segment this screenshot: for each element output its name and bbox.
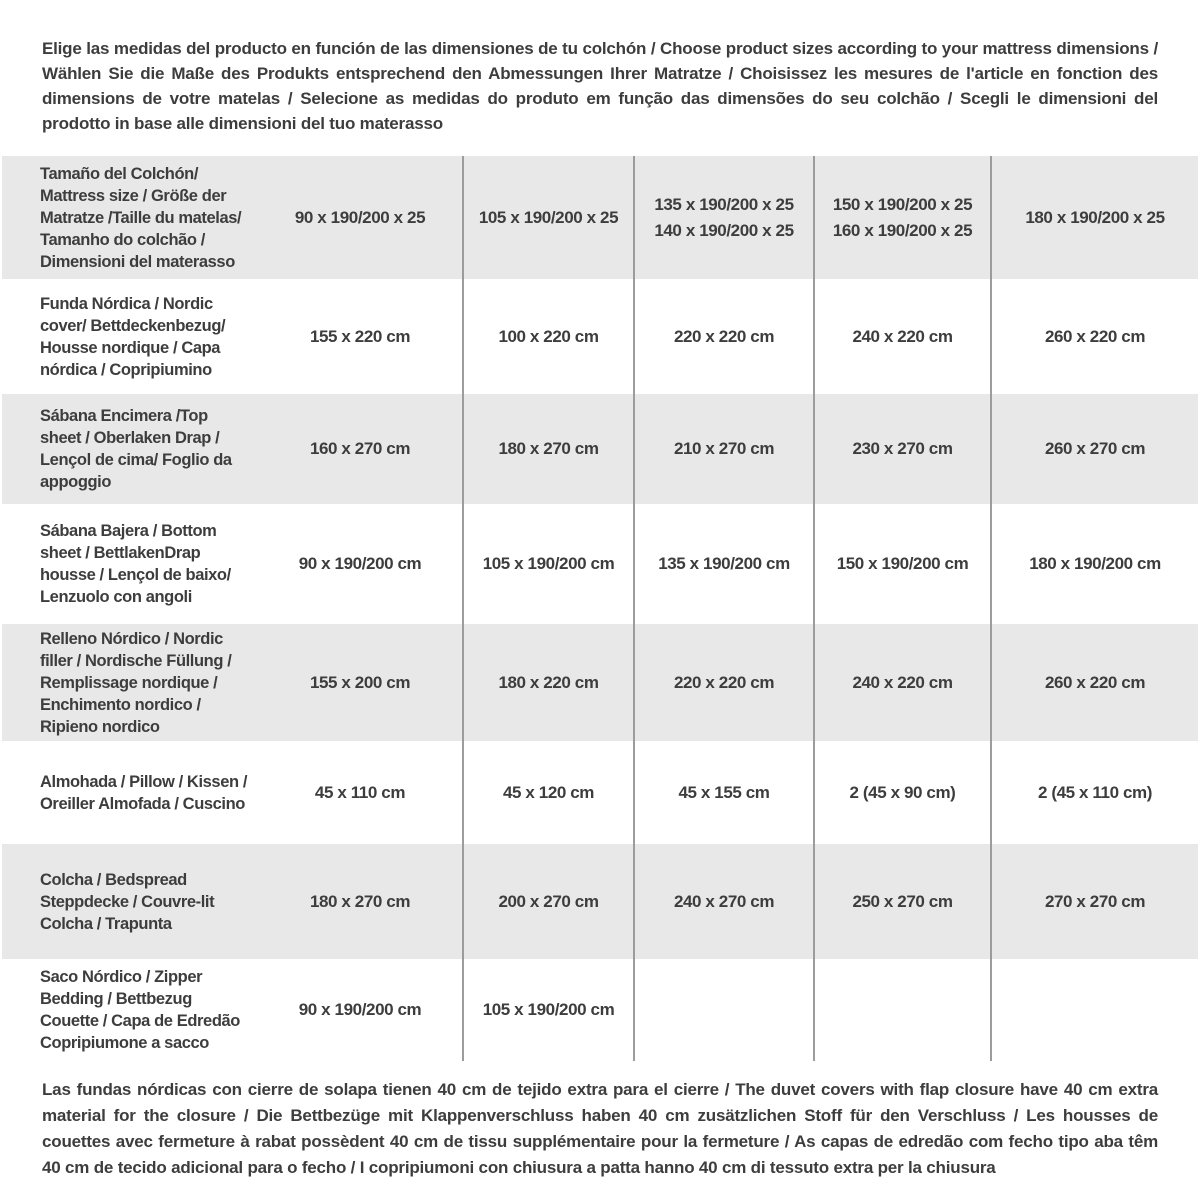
table-row-bedspread	[2, 844, 1198, 959]
intro-text: Elige las medidas del producto en función de las dimensiones de tu colchón / Choose product sizes according to your mattress dimensions / Wählen Sie die Maße des Produkts entsprechend den Abmessungen Ihrer Matratze / Choisissez les mesures de l'article en fonction des dimensions de votre matelas / Selecione as medidas do produto em função das dimensões do seu colchão / Scegli le dimensioni del prodotto in base alle dimensioni del tuo materasso	[42, 39, 1158, 133]
size-table	[2, 156, 1198, 1061]
cell-value: 45 x 155 cm	[635, 741, 815, 844]
cell-value: 105 x 190/200 cm	[464, 504, 635, 624]
header-size-text	[833, 192, 972, 244]
cell-value: 250 x 270 cm	[815, 844, 992, 959]
cell-value: 90 x 190/200 cm	[258, 959, 464, 1061]
cell-value: 100 x 220 cm	[464, 279, 635, 394]
table-header-row	[2, 156, 1198, 279]
cell-value: 210 x 270 cm	[635, 394, 815, 504]
header-label-mattress-size: Tamaño del Colchón/ Mattress size / Größe der Matratze /Taille du matelas/ Tamanho do colchão / Dimensioni del materasso	[40, 164, 242, 271]
header-col-size-150-160	[815, 156, 992, 279]
row-label: Sábana Encimera /Top sheet / Oberlaken Drap / Lençol de cima/ Foglio da appoggio	[40, 407, 232, 491]
cell-value: 150 x 190/200 cm	[815, 504, 992, 624]
cell-value: 230 x 270 cm	[815, 394, 992, 504]
header-col-size-90	[258, 156, 464, 279]
cell-value: 180 x 220 cm	[464, 624, 635, 741]
table-row-top-sheet	[2, 394, 1198, 504]
cell-value-empty	[635, 959, 815, 1061]
cell-value: 180 x 270 cm	[258, 844, 464, 959]
cell-value: 270 x 270 cm	[1044, 891, 1146, 911]
cell-value: 105 x 190/200 cm	[464, 959, 635, 1061]
cell-value: 45 x 120 cm	[464, 741, 635, 844]
cell-value: 260 x 270 cm	[1044, 439, 1146, 458]
cell-value: 90 x 190/200 cm	[258, 504, 464, 624]
cell-value: 220 x 220 cm	[635, 279, 815, 394]
table-row-zipper-bedding	[2, 959, 1198, 1061]
cell-value: 260 x 220 cm	[1044, 672, 1146, 692]
row-label: Sábana Bajera / Bottom sheet / BettlakenDrap housse / Lençol de baixo/ Lenzuolo con angoli	[40, 522, 231, 606]
cell-value: 180 x 270 cm	[464, 394, 635, 504]
cell-value: 135 x 190/200 cm	[635, 504, 815, 624]
header-size-text: 105 x 190/200 x 25	[478, 207, 619, 227]
row-label: Funda Nórdica / Nordic cover/ Bettdeckenbezug/ Housse nordique / Capa nórdica / Copripiumino	[40, 294, 226, 379]
cell-value: 200 x 270 cm	[464, 844, 635, 959]
header-col-size-180	[992, 156, 1198, 279]
cell-value: 260 x 220 cm	[1044, 326, 1146, 346]
header-col-size-105	[464, 156, 635, 279]
footnote-text: Las fundas nórdicas con cierre de solapa tienen 40 cm de tejido extra para el cierre / The duvet covers with flap closure have 40 cm extra material for the closure / Die Bettbezüge mit Klappenverschluss haben 40 cm zusätzlichen Stoff für den Verschluss / Les housses de couettes avec fermeture à rabat possèdent 40 cm de tissu supplémentaire pour la fermeture / As capas de edredão com fecho tipo aba têm 40 cm de tecido adicional para o fecho / I copripiumoni con chiusura a patta hanno 40 cm di tessuto extra per la chiusura	[42, 1080, 1158, 1177]
cell-value: 220 x 220 cm	[635, 624, 815, 741]
cell-value: 240 x 270 cm	[635, 844, 815, 959]
header-size-line: 140 x 190/200 x 25	[654, 220, 794, 240]
cell-value: 155 x 200 cm	[258, 624, 464, 741]
header-size-text: 180 x 190/200 x 25	[1025, 207, 1165, 227]
cell-value-empty	[815, 959, 992, 1061]
header-size-line: 150 x 190/200 x 25	[832, 194, 973, 214]
table-row-bottom-sheet	[2, 504, 1198, 624]
row-label: Almohada / Pillow / Kissen / Oreiller Almofada / Cuscino	[40, 772, 248, 813]
cell-value: 240 x 220 cm	[815, 624, 992, 741]
cell-value: 2 (45 x 110 cm)	[1037, 782, 1153, 802]
header-col-size-135-140	[635, 156, 815, 279]
table-row-nordic-cover	[2, 279, 1198, 394]
cell-value: 155 x 220 cm	[258, 279, 464, 394]
header-size-line: 160 x 190/200 x 25	[832, 220, 973, 240]
cell-value: 160 x 270 cm	[258, 394, 464, 504]
header-size-line: 135 x 190/200 x 25	[654, 194, 794, 214]
cell-value: 240 x 220 cm	[815, 279, 992, 394]
row-label: Relleno Nórdico / Nordic filler / Nordische Füllung / Remplissage nordique / Enchimento nordico / Ripieno nordico	[40, 629, 232, 736]
header-size-text	[654, 192, 793, 244]
cell-value-empty	[992, 959, 1198, 1061]
cell-value: 180 x 190/200 cm	[1029, 554, 1161, 573]
row-label: Saco Nórdico / Zipper Bedding / Bettbezug Couette / Capa de Edredão Copripiumone a sacco	[40, 968, 240, 1052]
header-size-text: 90 x 190/200 x 25	[294, 207, 426, 227]
row-label: Colcha / Bedspread Steppdecke / Couvre-lit Colcha / Trapunta	[40, 870, 215, 933]
cell-value: 2 (45 x 90 cm)	[815, 741, 992, 844]
table-row-pillow	[2, 741, 1198, 844]
cell-value: 45 x 110 cm	[258, 741, 464, 844]
table-row-nordic-filler	[2, 624, 1198, 741]
